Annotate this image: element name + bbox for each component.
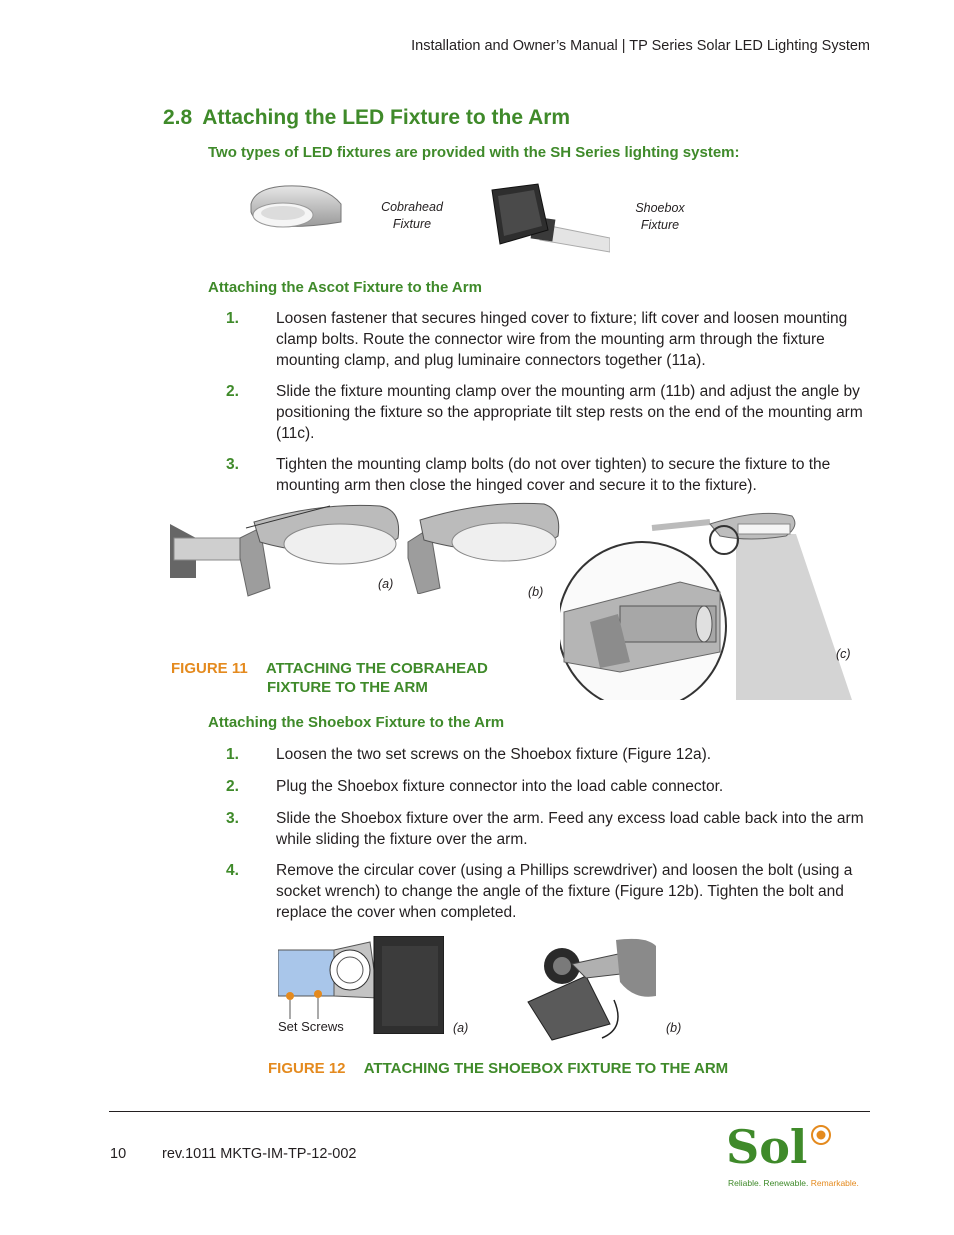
shoebox-step-3 bbox=[226, 808, 876, 850]
logo-tagline bbox=[728, 1178, 859, 1188]
figure11-number: FIGURE 11 bbox=[171, 660, 248, 677]
figure11-label-a: (a) bbox=[378, 577, 394, 591]
step-text: Tighten the mounting clamp bolts (do not over tighten) to secure the fixture to the mounting arm then close the hinged cover and secure it to the fixture). bbox=[276, 456, 831, 494]
running-header: Installation and Owner’s Manual | TP Series Solar LED Lighting System bbox=[411, 38, 870, 54]
step-number: 2. bbox=[226, 383, 239, 400]
logo-wordmark: Sol bbox=[726, 1120, 808, 1174]
ascot-step-2 bbox=[226, 381, 876, 444]
figure12b-image bbox=[506, 936, 656, 1042]
shoebox-step-1 bbox=[226, 744, 876, 765]
step-text: Loosen fastener that secures hinged cover to fixture; lift cover and loosen mounting clamp bolts. Route the connector wire from the mounting arm through the fixture mounting clamp, and plug luminaire connectors together (11a). bbox=[276, 310, 848, 369]
step-number: 4. bbox=[226, 862, 239, 879]
cobrahead-caption bbox=[370, 199, 454, 233]
footer-divider bbox=[109, 1111, 870, 1112]
section-title-text: Attaching the LED Fixture to the Arm bbox=[202, 106, 571, 129]
shoebox-fixture-image bbox=[478, 180, 610, 256]
shoebox-caption bbox=[620, 200, 700, 234]
figure11-title-line1: ATTACHING THE COBRAHEAD bbox=[265, 660, 488, 677]
tagline-part2: Remarkable. bbox=[810, 1178, 859, 1188]
step-number: 3. bbox=[226, 810, 239, 827]
figure11a-image bbox=[170, 498, 402, 598]
ascot-step-3 bbox=[226, 454, 876, 496]
step-text: Loosen the two set screws on the Shoebox fixture (Figure 12a). bbox=[276, 746, 712, 763]
figure11b-image bbox=[404, 498, 560, 594]
step-text: Plug the Shoebox fixture connector into the load cable connector. bbox=[276, 778, 724, 795]
tagline-part1: Reliable. Renewable. bbox=[728, 1178, 811, 1188]
cobrahead-caption-line1: Cobrahead bbox=[381, 200, 443, 214]
step-text: Slide the fixture mounting clamp over the mounting arm (11b) and adjust the angle by positioning the fixture so the appropriate tilt step rests on the end of the mounting arm (11c). bbox=[276, 383, 863, 442]
step-text: Slide the Shoebox fixture over the arm. Feed any excess load cable back into the arm while sliding the fixture over the arm. bbox=[276, 810, 864, 848]
sun-icon bbox=[810, 1124, 832, 1146]
figure12-number: FIGURE 12 bbox=[268, 1060, 346, 1077]
shoebox-step-2 bbox=[226, 776, 876, 797]
document-revision: rev.1011 MKTG-IM-TP-12-002 bbox=[162, 1146, 357, 1162]
step-number: 2. bbox=[226, 778, 239, 795]
step-number: 1. bbox=[226, 746, 239, 763]
cobrahead-caption-line2: Fixture bbox=[392, 217, 432, 231]
figure11c-image bbox=[560, 502, 852, 700]
shoebox-caption-line1: Shoebox bbox=[635, 201, 685, 215]
figure11-label-c: (c) bbox=[836, 647, 851, 661]
shoebox-heading: Attaching the Shoebox Fixture to the Arm bbox=[208, 714, 505, 731]
figure12-caption bbox=[268, 1059, 728, 1078]
figure12-label-b: (b) bbox=[666, 1021, 682, 1035]
step-text: Remove the circular cover (using a Phillips screwdriver) and loosen the bolt (using a socket wrench) to change the angle of the fixture (Figure 12b). Tighten the bolt and replace the cover when completed. bbox=[276, 862, 853, 921]
sol-logo bbox=[726, 1120, 876, 1192]
step-number: 1. bbox=[226, 310, 239, 327]
figure12-title: ATTACHING THE SHOEBOX FIXTURE TO THE ARM bbox=[363, 1060, 729, 1077]
figure11-label-b: (b) bbox=[528, 585, 544, 599]
shoebox-step-4 bbox=[226, 860, 876, 923]
set-screws-label: Set Screws bbox=[278, 1019, 344, 1034]
page-number: 10 bbox=[110, 1146, 127, 1162]
ascot-heading: Attaching the Ascot Fixture to the Arm bbox=[208, 279, 482, 296]
figure12-label-a: (a) bbox=[453, 1021, 469, 1035]
step-number: 3. bbox=[226, 456, 239, 473]
cobrahead-fixture-image bbox=[245, 182, 345, 242]
ascot-step-1 bbox=[226, 308, 876, 371]
figure11-title-line2: FIXTURE TO THE ARM bbox=[267, 679, 428, 696]
intro-text: Two types of LED fixtures are provided with the SH Series lighting system: bbox=[208, 144, 740, 161]
figure11-caption bbox=[171, 659, 488, 697]
section-number: 2.8 bbox=[163, 106, 193, 129]
section-title bbox=[163, 106, 570, 130]
shoebox-caption-line2: Fixture bbox=[640, 218, 680, 232]
